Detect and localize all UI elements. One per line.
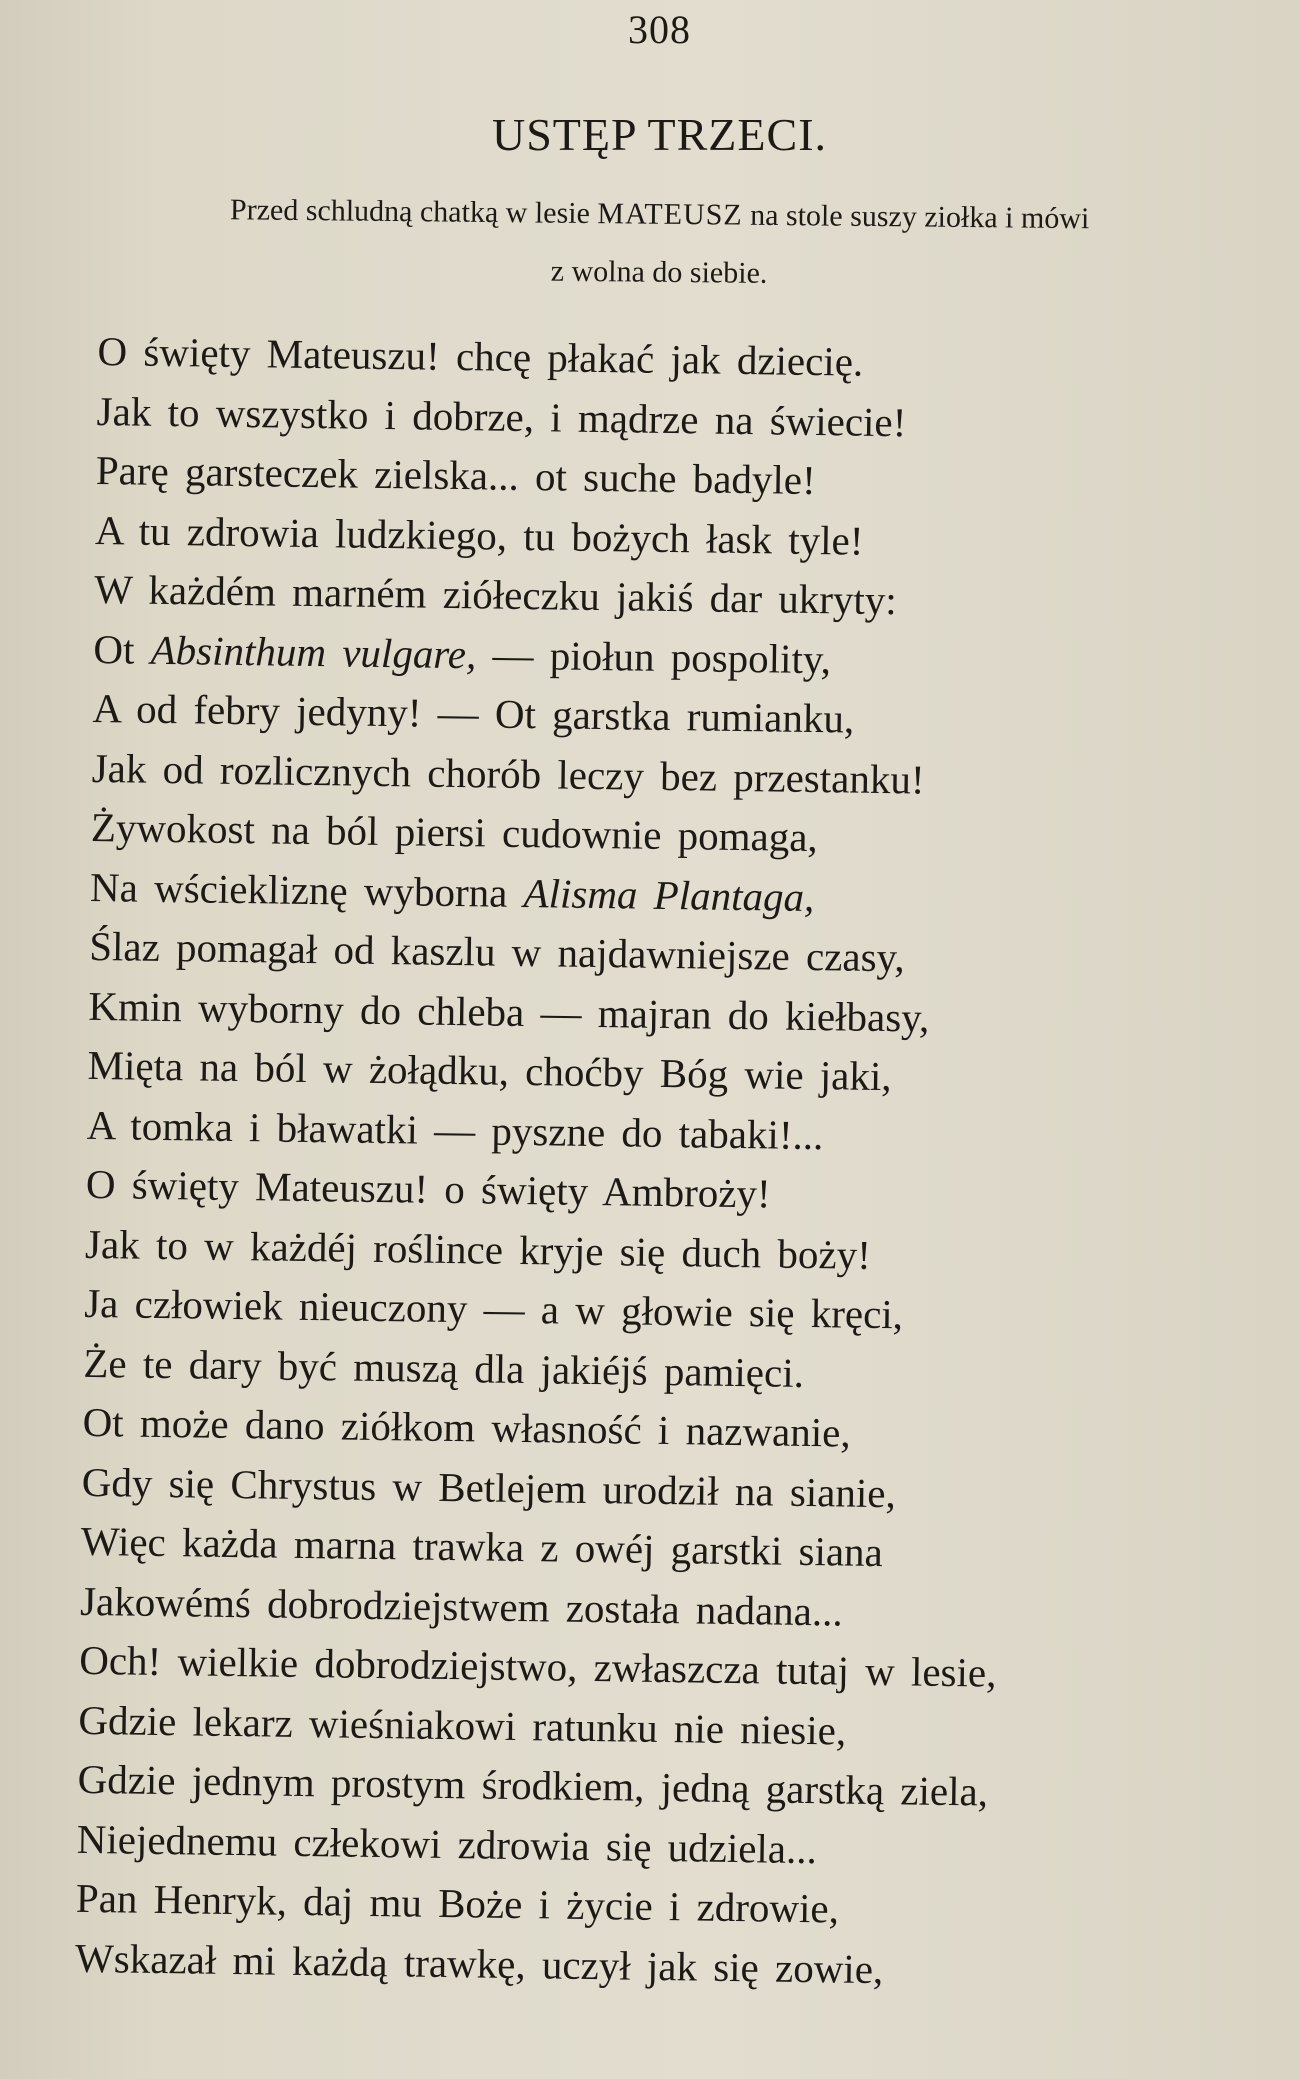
verse-line: Parę garsteczek zielska... ot suche badyle! bbox=[95, 446, 817, 504]
verse-line: Że te dary być muszą dla jakiéjś pamięci. bbox=[83, 1339, 805, 1396]
verse-line: Kmin wyborny do chleba — majran do kiełbasy, bbox=[88, 982, 930, 1041]
verse-line: Mięta na ból w żołądku, choćby Bóg wie jaki, bbox=[87, 1041, 892, 1100]
verse-line: Jak to w każdéj roślince kryje się duch boży! bbox=[84, 1220, 872, 1278]
latin-plant-name: Alisma Plantaga, bbox=[523, 869, 815, 920]
verse-text: Ot bbox=[93, 625, 152, 673]
section-heading: USTĘP TRZECI. bbox=[491, 109, 828, 160]
speaker-name: MATEUSZ bbox=[597, 197, 743, 232]
verse-line: Więc każda marna trawka z owéj garstki siana bbox=[80, 1517, 884, 1576]
verse-line: Och! wielkie dobrodziejstwo, zwłaszcza tutaj w lesie, bbox=[78, 1636, 997, 1696]
verse-line: W każdém marném ziółeczku jakiś dar ukryty: bbox=[93, 565, 898, 624]
verse-line: Jak od rozlicznych chorób leczy bez przestanku! bbox=[91, 744, 925, 803]
verse-line: Gdzie lekarz wieśniakowi ratunku nie niesie, bbox=[78, 1696, 847, 1754]
verse-line: Ja człowiek nieuczony — a w głowie się kręci, bbox=[83, 1279, 904, 1338]
stage-direction-line-2: z wolna do siebie. bbox=[550, 254, 768, 290]
verse-line: Wskazał mi każdą trawkę, uczył jak się zowie, bbox=[74, 1934, 884, 1992]
stage-direction-after: na stole suszy ziołka i mówi bbox=[742, 198, 1090, 236]
poem-verses bbox=[75, 322, 1218, 2003]
verse-line: Niejednemu człekowi zdrowia się udziela... bbox=[76, 1815, 818, 1872]
verse-line: A tu zdrowia ludzkiego, tu bożych łask tyle! bbox=[94, 506, 864, 564]
verse-line: A od febry jedyny! — Ot garstka rumianku, bbox=[92, 684, 855, 742]
verse-text: — piołun pospolity, bbox=[475, 630, 832, 682]
verse-line: Ot może dano ziółkom własność i nazwanie, bbox=[82, 1398, 851, 1456]
verse-line: Gdzie jednym prostym środkiem, jedną garstką ziela, bbox=[77, 1755, 989, 1815]
page-number: 308 bbox=[628, 7, 691, 52]
verse-line: O święty Mateuszu! chcę płakać jak dziecię. bbox=[97, 327, 864, 385]
verse-line: Jakowémś dobrodziejstwem została nadana... bbox=[79, 1577, 844, 1635]
verse-text: Na wściekliznę wyborna bbox=[89, 863, 524, 916]
verse-line: Gdy się Chrystus w Betlejem urodził na sianie, bbox=[81, 1458, 897, 1516]
stage-direction-before: Przed schludną chatką w lesie bbox=[229, 193, 598, 231]
verse-line: Ślaz pomagał od kaszlu w najdawniejsze czasy, bbox=[88, 922, 906, 981]
verse-line: O święty Mateuszu! o święty Ambroży! bbox=[85, 1160, 771, 1217]
stage-direction-line-1 bbox=[109, 180, 1210, 250]
verse-line: A tomka i bławatki — pyszne do tabaki!... bbox=[86, 1101, 824, 1158]
verse-line: Pan Henryk, daj mu Boże i życie i zdrowie, bbox=[75, 1874, 840, 1932]
latin-plant-name: Absinthum vulgare, bbox=[150, 626, 477, 677]
stage-direction bbox=[109, 180, 1210, 308]
verse-line: Żywokost na ból piersi cudownie pomaga, bbox=[90, 803, 819, 861]
verse-line: Jak to wszystko i dobrze, i mądrze na świecie! bbox=[96, 387, 907, 445]
